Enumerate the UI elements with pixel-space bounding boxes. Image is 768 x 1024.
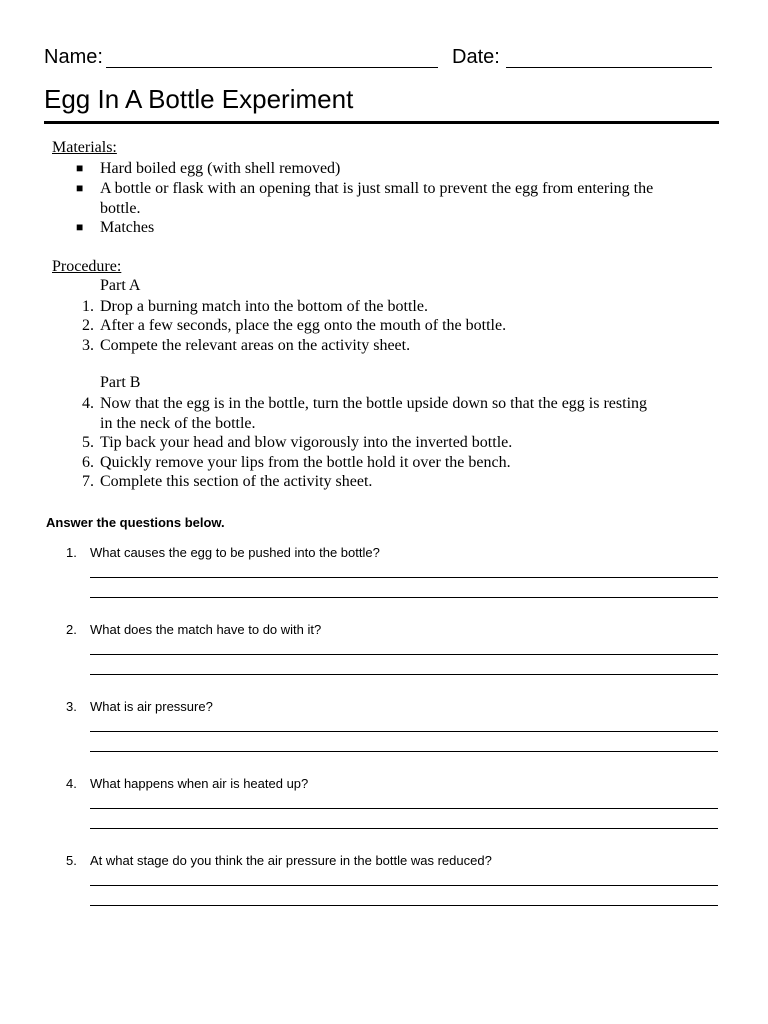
questions-heading: Answer the questions below. [46, 515, 225, 530]
bullet-icon: ■ [76, 181, 84, 195]
name-field[interactable] [106, 67, 438, 68]
page-title: Egg In A Bottle Experiment [44, 84, 354, 114]
procedure-heading: Procedure: [52, 258, 122, 275]
answer-line[interactable] [90, 808, 718, 809]
date-label: Date: [452, 46, 500, 68]
part-b-label: Part B [100, 374, 141, 391]
answer-line[interactable] [90, 577, 718, 578]
answer-line[interactable] [90, 674, 718, 675]
bullet-icon: ■ [76, 161, 84, 175]
worksheet-page: Name: Date: Egg In A Bottle Experiment Materials: ■ Hard boiled egg (with shell removed) ■ A bottle or flask with an opening that is just small to prevent the egg from entering the bottle. ■ Matches Procedure: Part A 1. Drop a burning match into the bottom of the bottle. 2. After a few seconds, place the egg onto the mouth of the bottle. 3. Compete the relevant areas on the activity sheet. Part B 4. Now that the egg is in the bottle, turn the bottle upside down so that the egg is resting in the neck of the bottle. 5. Tip back your head and blow vigorously into the inverted bottle. 6. Quickly remove your lips from the bottle hold it over the bench. 7. Complete this section of the activity sheet. Answer the questions below. 1. What causes the egg to be pushed into the bottle? 2. What does the match have to do with it? 3. What is air pressure? 4. What happens when air is heated up? 5. At what stage do you think the air pressure in the bottle was reduced? [0, 0, 768, 1024]
part-a-label: Part A [100, 277, 141, 294]
title-divider [44, 121, 719, 124]
answer-line[interactable] [90, 597, 718, 598]
bullet-icon: ■ [76, 220, 84, 234]
name-date-row [44, 46, 724, 72]
answer-line[interactable] [90, 751, 718, 752]
answer-line[interactable] [90, 654, 718, 655]
materials-heading: Materials: [52, 139, 117, 156]
answer-line[interactable] [90, 731, 718, 732]
date-field[interactable] [506, 67, 712, 68]
answer-line[interactable] [90, 905, 718, 906]
answer-line[interactable] [90, 885, 718, 886]
name-label: Name: [44, 46, 103, 68]
answer-line[interactable] [90, 828, 718, 829]
